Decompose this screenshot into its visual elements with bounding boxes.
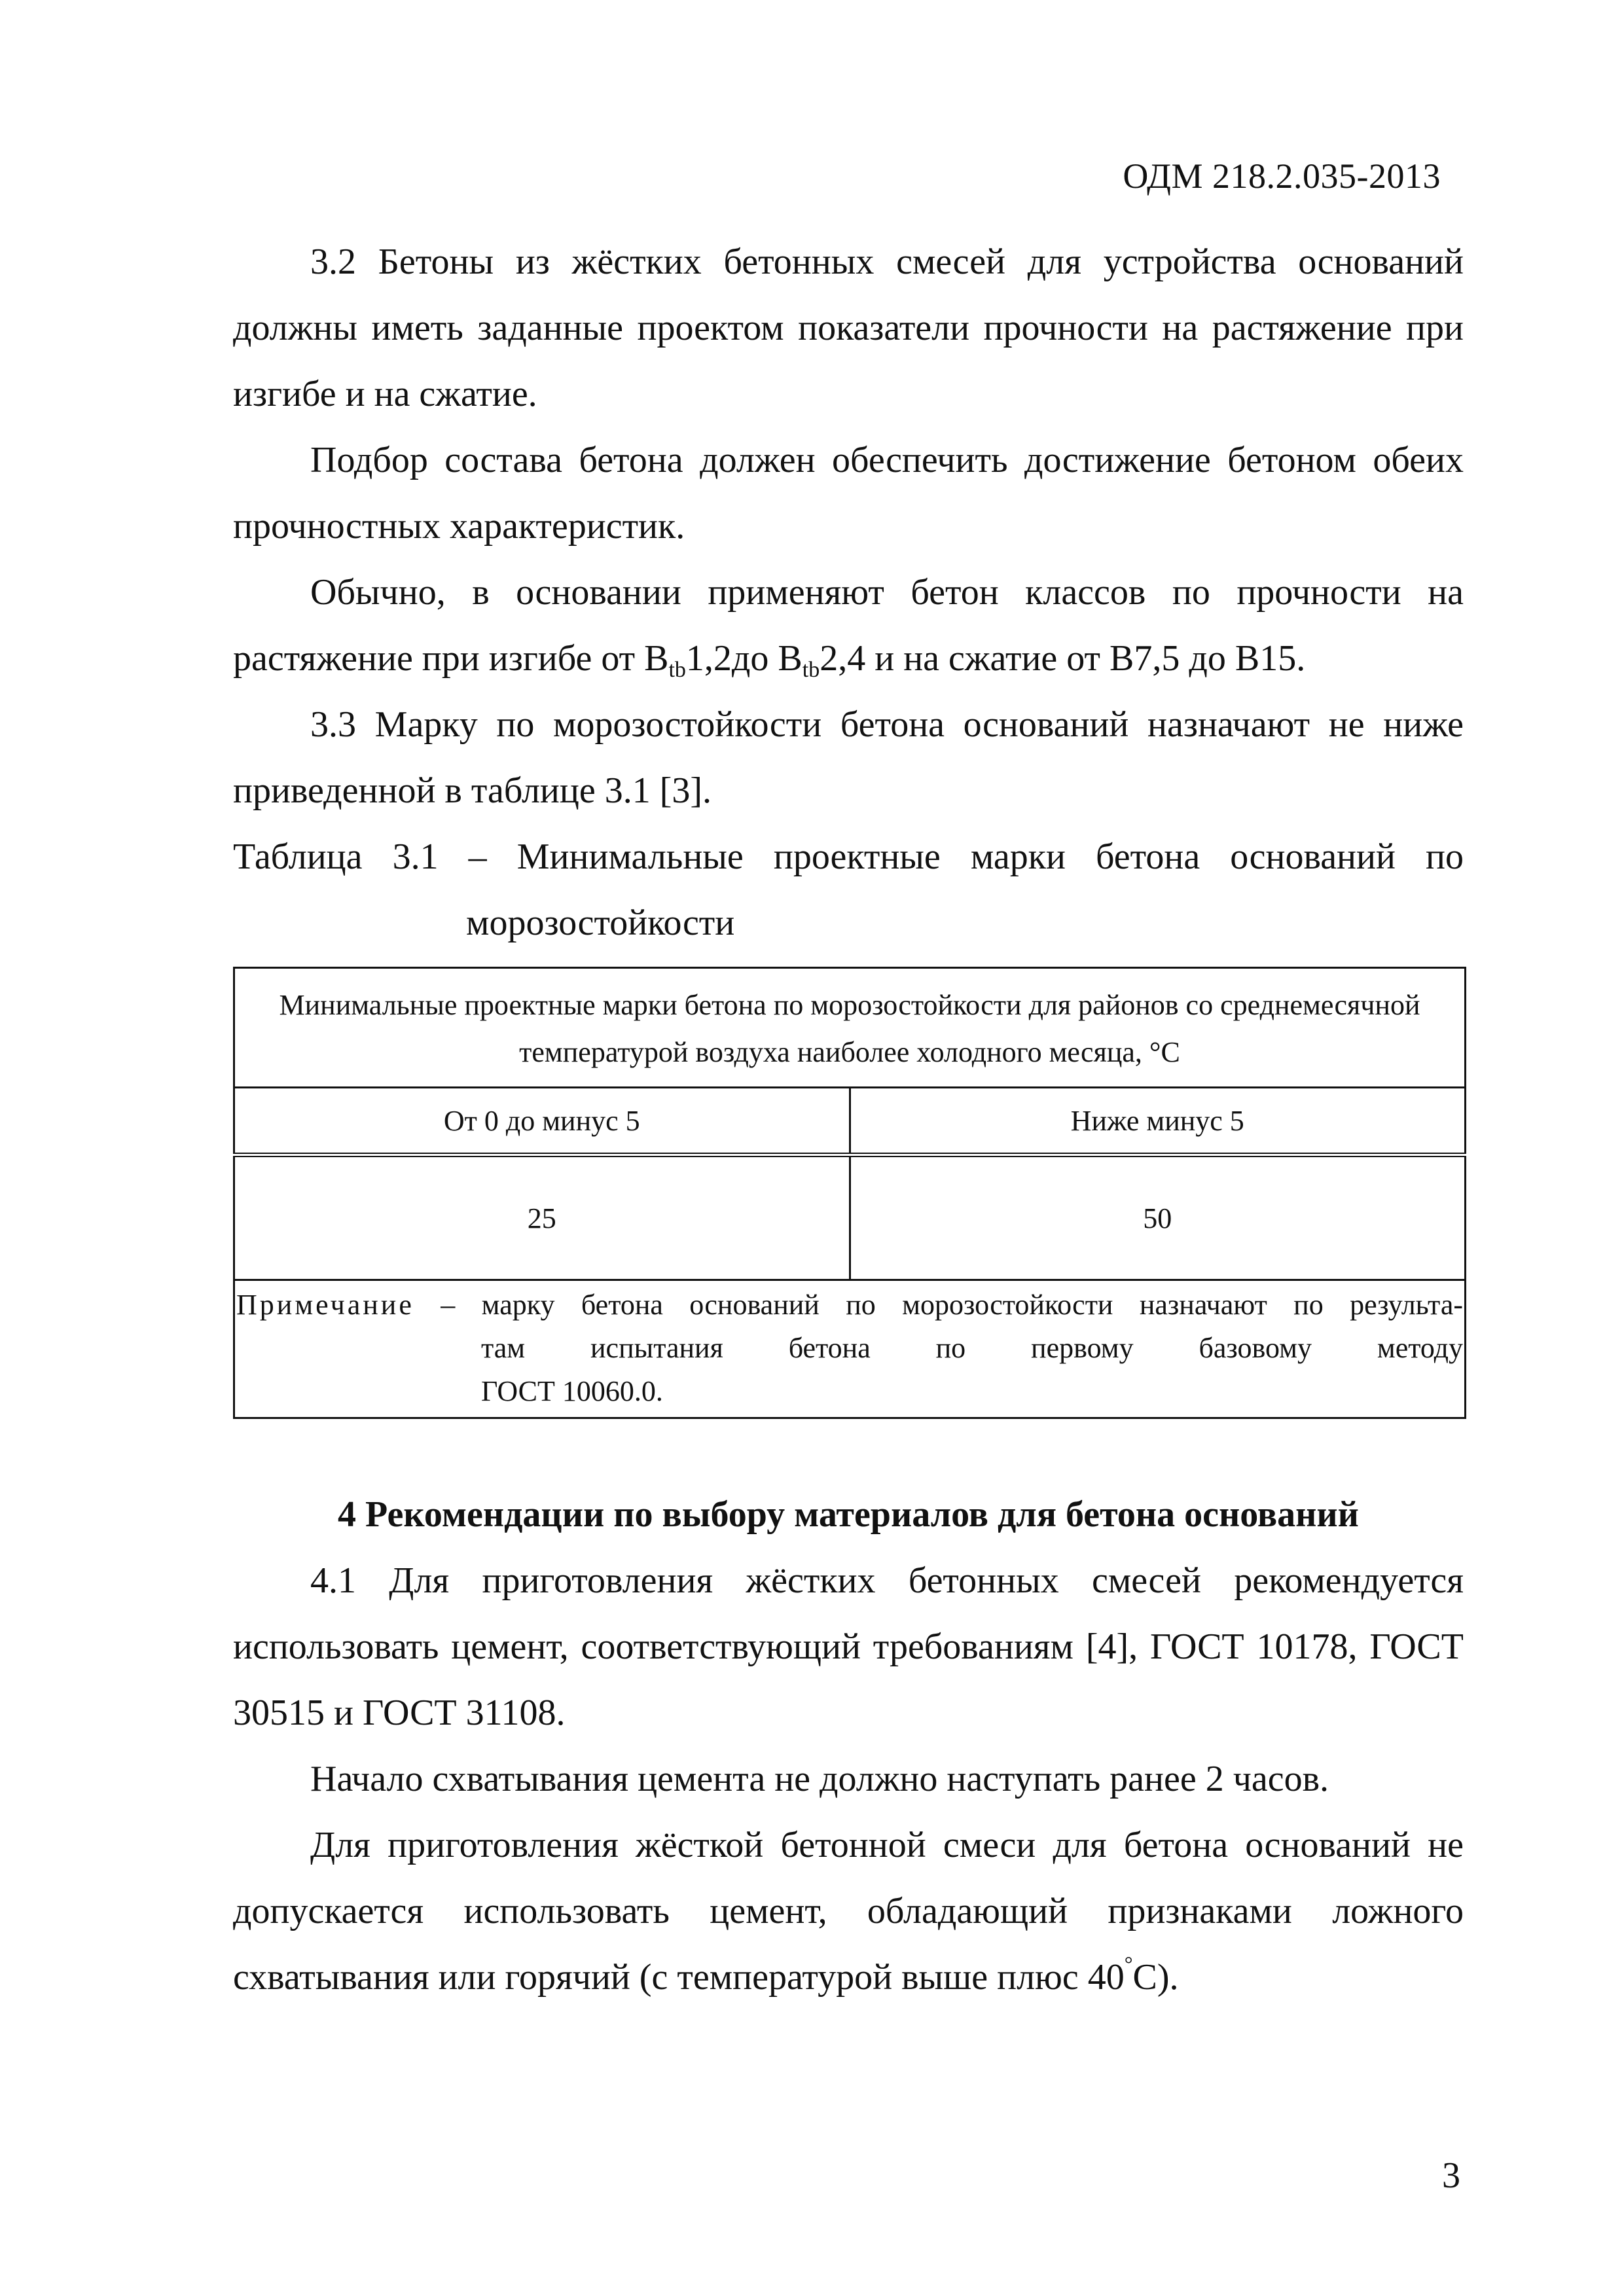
paragraph-false-set bbox=[233, 1812, 1464, 2011]
table-col2-header: Ниже минус 5 bbox=[850, 1088, 1466, 1155]
section-4-title: 4 Рекомендации по выбору материалов для бетона оснований bbox=[338, 1494, 1359, 1535]
document-code-header: ОДМ 218.2.035-2013 bbox=[1123, 156, 1441, 196]
table-caption: Таблица 3.1 – Минимальные проектные марки бетона оснований по морозостойкости bbox=[233, 836, 1464, 943]
page-content bbox=[233, 229, 1464, 2011]
table-subheader-row bbox=[234, 1088, 1466, 1155]
concrete-classes-text-1: Обычно, в основании применяют бетон классов по прочности на растяжение при изгибе от B bbox=[233, 572, 1464, 679]
table-col1-value: 25 bbox=[234, 1155, 850, 1280]
table-header-row bbox=[234, 968, 1466, 1088]
table-note-line-2: там испытания бетона по первому базовому методу bbox=[481, 1332, 1463, 1364]
table-note-row bbox=[234, 1280, 1466, 1418]
table-note bbox=[234, 1280, 1466, 1418]
btb-subscript-2: tb bbox=[802, 658, 820, 682]
false-set-text-2: С). bbox=[1132, 1957, 1179, 1998]
table-note-line-1 bbox=[236, 1283, 1463, 1327]
frost-resistance-table bbox=[233, 967, 1466, 1419]
paragraph-setting-time: Начало схватывания цемента не должно наступать ранее 2 часов. bbox=[310, 1759, 1329, 1799]
table-col2-value: 50 bbox=[850, 1155, 1466, 1280]
paragraph-4-1: 4.1 Для приготовления жёстких бетонных смесей рекомендуется использовать цемент, соответствующий требованиям [4], ГОСТ 10178, ГОСТ 30515 и ГОСТ 31108. bbox=[233, 1560, 1464, 1733]
table-main-header: Минимальные проектные марки бетона по морозостойкости для районов со среднемесячной температурой воздуха наиболее холодного месяца, °С bbox=[234, 968, 1466, 1088]
table-col1-header: От 0 до минус 5 bbox=[234, 1088, 850, 1155]
table-row bbox=[234, 1155, 1466, 1280]
degree-superscript: ° bbox=[1124, 1952, 1133, 1975]
paragraph-concrete-classes bbox=[233, 560, 1464, 692]
concrete-classes-text-2: 1,2до B bbox=[685, 638, 803, 679]
table-note-text-1: – марку бетона оснований по морозостойкости назначают по результа- bbox=[414, 1289, 1463, 1321]
paragraph-mix-selection: Подбор состава бетона должен обеспечить достижение бетоном обеих прочностных характеристик. bbox=[233, 440, 1464, 547]
page-number: 3 bbox=[1442, 2155, 1460, 2196]
false-set-text-1: Для приготовления жёсткой бетонной смеси для бетона оснований не допускается использовать цемент, обладающий признаками ложного схватывания или горячий (с температурой выше плюс 40 bbox=[233, 1825, 1464, 1998]
btb-subscript-1: tb bbox=[668, 658, 686, 682]
paragraph-3-3: 3.3 Марку по морозостойкости бетона оснований назначают не ниже приведенной в таблице 3.1 [3]. bbox=[233, 704, 1464, 811]
paragraph-3-2: 3.2 Бетоны из жёстких бетонных смесей для устройства оснований должны иметь заданные проектом показатели прочности на растяжение при изгибе и на сжатие. bbox=[233, 242, 1464, 414]
table-note-label: Примечание bbox=[236, 1289, 414, 1321]
concrete-classes-text-3: 2,4 и на сжатие от B7,5 до B15. bbox=[820, 638, 1306, 679]
table-note-line-3: ГОСТ 10060.0. bbox=[481, 1375, 663, 1407]
